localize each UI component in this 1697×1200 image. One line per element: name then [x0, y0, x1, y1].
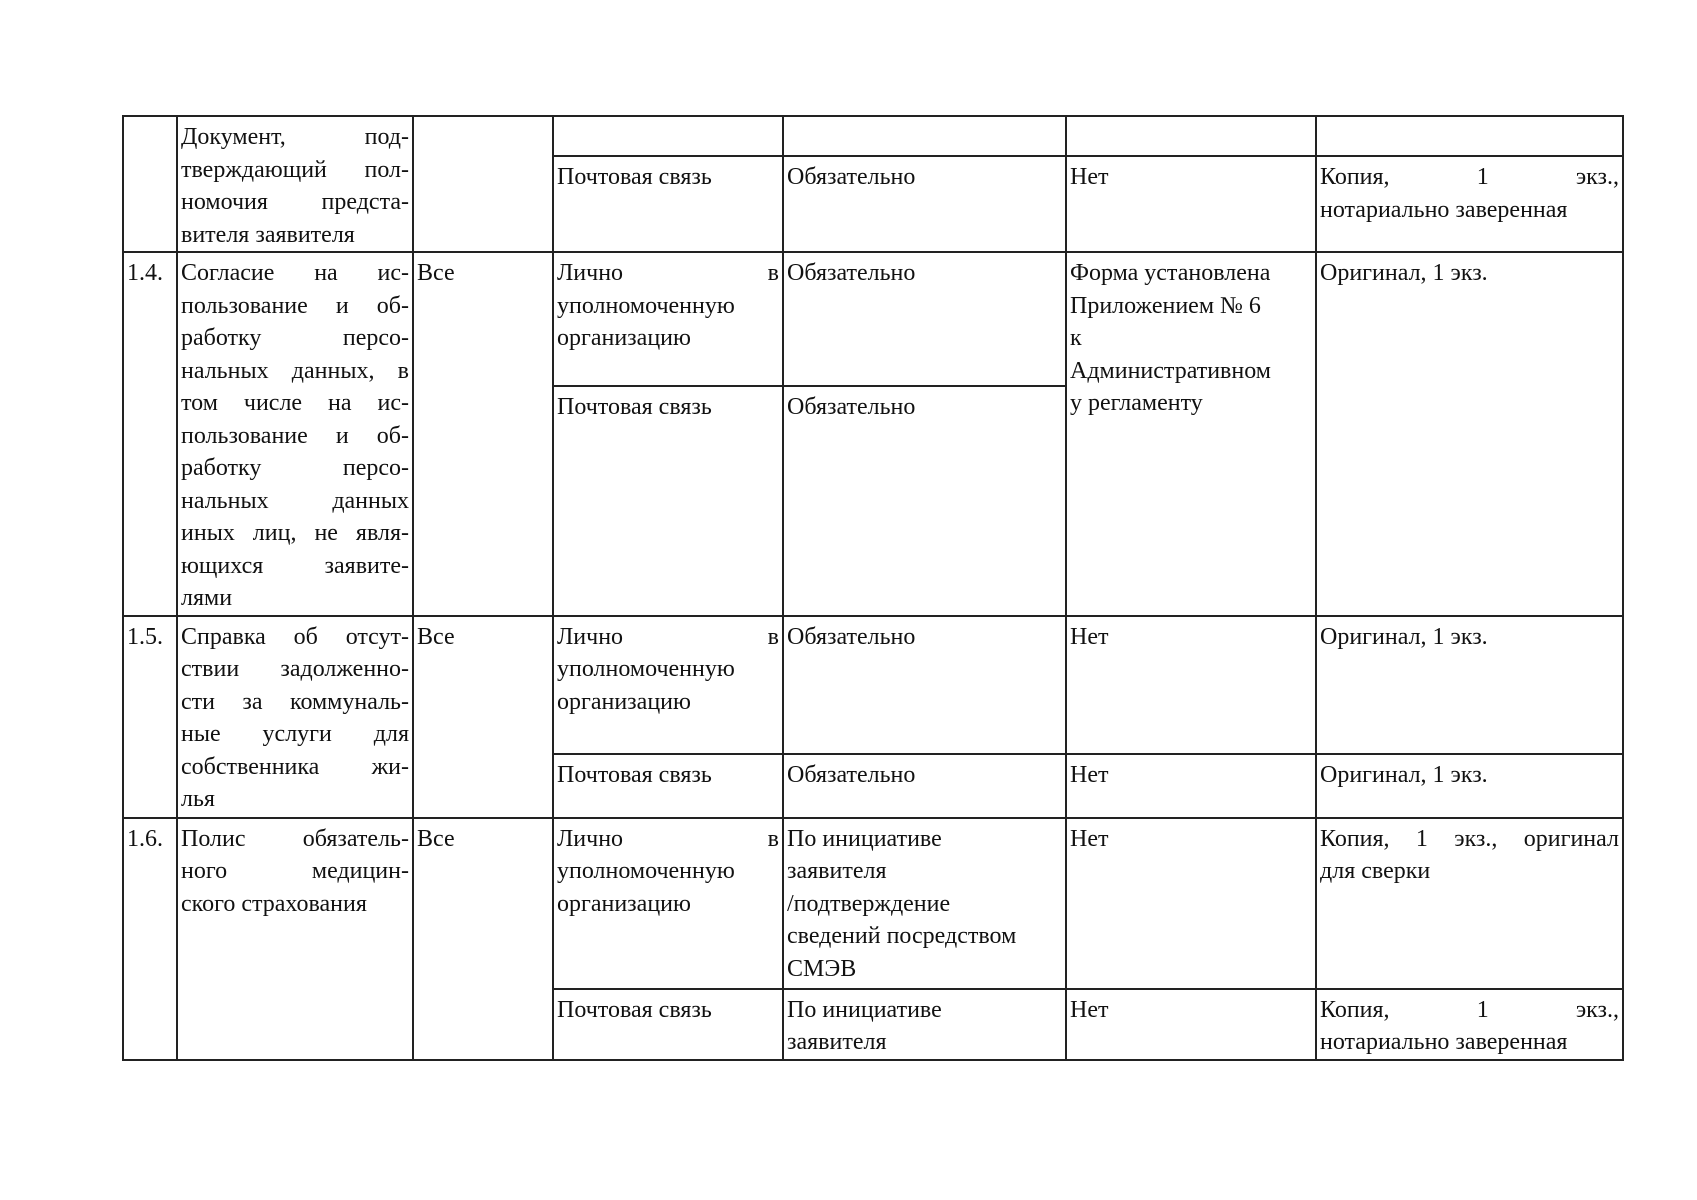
- requirement: Обязательно: [783, 754, 1066, 818]
- applicant-category: Все: [413, 818, 553, 1060]
- form-template: Нет: [1066, 156, 1316, 252]
- requirement: По инициативе заявителя: [783, 989, 1066, 1060]
- requirement: Обязательно: [783, 386, 1066, 615]
- requirement: Обязательно: [783, 252, 1066, 386]
- document-kind: Копия, 1 экз., нотариально заверенная: [1316, 989, 1623, 1060]
- document-kind: [1316, 116, 1623, 156]
- table-row: [123, 818, 1623, 989]
- applicant-category: Все: [413, 616, 553, 818]
- submission-method: Лично в уполномоченную организацию: [553, 818, 783, 989]
- form-template: [1066, 116, 1316, 156]
- table-row: [123, 616, 1623, 754]
- form-template: Нет: [1066, 754, 1316, 818]
- form-template: Форма установлена Приложением № 6 к Административном у регламенту: [1066, 252, 1316, 616]
- submission-method: Почтовая связь: [553, 754, 783, 818]
- applicant-category: [413, 116, 553, 252]
- document-name: Документ, под- тверждающий пол- номочия предста- вителя заявителя: [177, 116, 413, 252]
- submission-method: Почтовая связь: [553, 156, 783, 252]
- requirement: Обязательно: [783, 616, 1066, 754]
- submission-method: Почтовая связь: [553, 386, 783, 615]
- row-number: 1.5.: [123, 616, 177, 818]
- submission-method: Лично в уполномоченную организацию: [553, 616, 783, 754]
- table-row: [123, 252, 1623, 386]
- row-number: [123, 116, 177, 252]
- requirement: По инициативе заявителя /подтверждение сведений посредством СМЭВ: [783, 818, 1066, 989]
- table-row: [123, 116, 1623, 156]
- submission-method: [553, 116, 783, 156]
- row-number: 1.4.: [123, 252, 177, 616]
- document-kind: Копия, 1 экз., оригинал для сверки: [1316, 818, 1623, 989]
- documents-table: [122, 115, 1624, 1061]
- document-kind: Оригинал, 1 экз.: [1316, 616, 1623, 754]
- row-number: 1.6.: [123, 818, 177, 1060]
- requirement: Обязательно: [783, 156, 1066, 252]
- form-template: Нет: [1066, 616, 1316, 754]
- document-name: Согласие на ис- пользование и об- работку персо- нальных данных, в том числе на ис- пользование и об- работку персо- нальных данных иных лиц, не явля- ющихся заявите- лями: [177, 252, 413, 616]
- form-template: Нет: [1066, 989, 1316, 1060]
- document-kind: Копия, 1 экз., нотариально заверенная: [1316, 156, 1623, 252]
- document-kind: Оригинал, 1 экз.: [1316, 754, 1623, 818]
- document-kind: Оригинал, 1 экз.: [1316, 252, 1623, 616]
- form-template: Нет: [1066, 818, 1316, 989]
- document-name: Полис обязатель- ного медицин- ского страхования: [177, 818, 413, 1060]
- applicant-category: Все: [413, 252, 553, 616]
- submission-method: Лично в уполномоченную организацию: [553, 252, 783, 386]
- submission-method: Почтовая связь: [553, 989, 783, 1060]
- requirement: [783, 116, 1066, 156]
- document-name: Справка об отсут- ствии задолженно- сти за коммуналь- ные услуги для собственника жи- лья: [177, 616, 413, 818]
